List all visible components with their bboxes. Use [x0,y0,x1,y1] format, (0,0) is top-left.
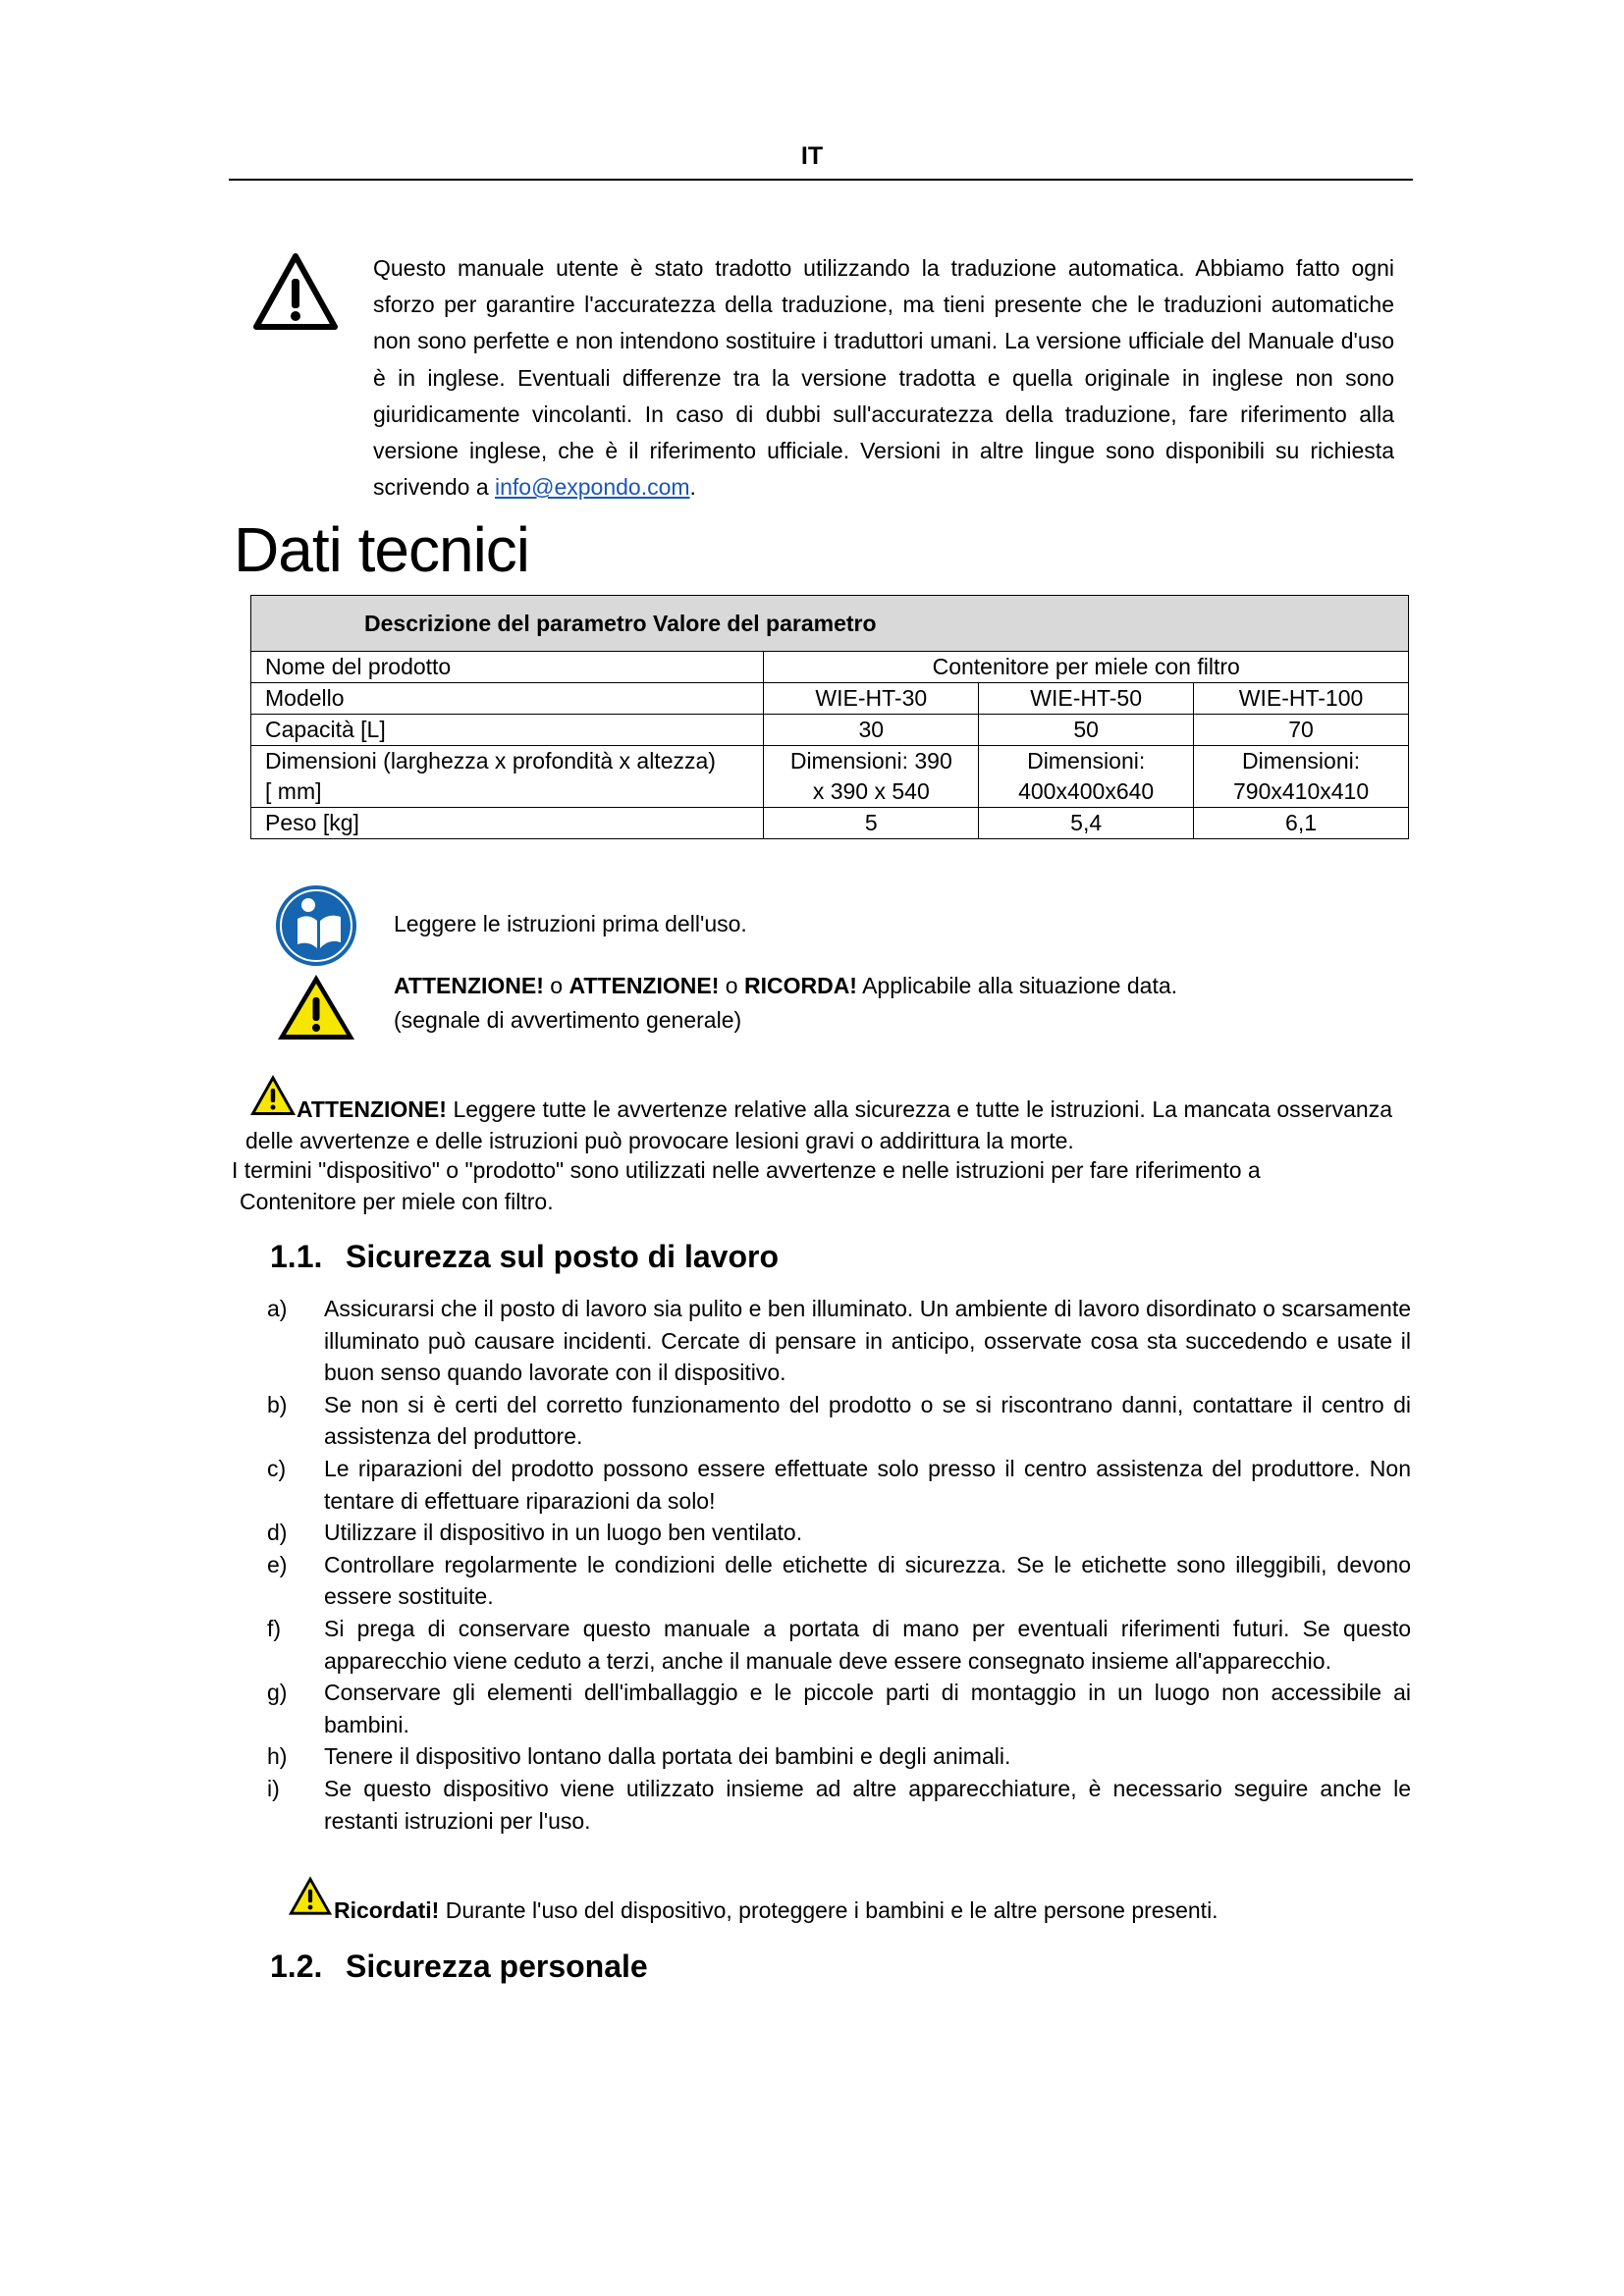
capacity-30: 30 [764,715,979,746]
row-label: Nome del prodotto [251,652,764,683]
row-label: Modello [251,683,764,715]
model-50: WIE-HT-50 [979,683,1194,715]
weight-30: 5 [764,808,979,839]
translation-disclaimer [373,250,1394,506]
table-header: Descrizione del parametro Valore del parametro [251,596,1409,652]
capacity-100: 70 [1194,715,1409,746]
list-item [267,1549,1411,1613]
weight-100: 6,1 [1194,808,1409,839]
row-label: Capacità [L] [251,715,764,746]
model-30: WIE-HT-30 [764,683,979,715]
list-item [267,1389,1411,1453]
header-divider [229,179,1413,181]
disclaimer-end: . [689,474,696,501]
row-label: Dimensioni (larghezza x profondità x altezza) [ mm] [251,746,764,808]
table-header-row [251,596,1409,652]
list-item-text: Se questo dispositivo viene utilizzato insieme ad altre apparecchiature, è necessario seguire anche le restanti istruzioni per l'uso. [324,1775,1411,1834]
section-heading: 1.2. Sicurezza personale [270,1949,648,1984]
table-row [251,746,1409,808]
terms-text-end: Contenitore per miele con filtro. [240,1189,554,1214]
read-instructions-text: Leggere le istruzioni prima dell'uso. [394,911,747,936]
terms-text: I termini "dispositivo" o "prodotto" sono utilizzati nelle avvertenze e nelle istruzioni per fare riferimento a [232,1157,1261,1183]
product-name-value: Contenitore per miele con filtro [764,652,1409,683]
list-item-letter: c) [267,1455,287,1481]
dimensions-50: Dimensioni: 400x400x640 [979,746,1194,808]
safety-list [267,1293,1411,1837]
warning-triangle-icon [252,251,339,332]
list-item-letter: d) [267,1520,288,1546]
attention-paragraph: ATTENZIONE! Leggere tutte le avvertenze relative alla sicurezza e tutte le istruzioni. La mancata osservanza delle avvertenze e delle istruzioni può provocare lesioni gravi o addirittura la morte. [245,1096,1392,1153]
row-label: Peso [kg] [251,808,764,839]
warning-triangle-icon [275,972,357,1042]
list-item-text: Utilizzare il dispositivo in un luogo ben ventilato. [324,1520,803,1546]
list-item-text: Se non si è certi del corretto funzionamento del prodotto o se si riscontrano danni, contattare il centro di assistenza del produttore. [324,1391,1411,1450]
table-row [251,652,1409,683]
list-item [267,1453,1411,1517]
list-item-letter: b) [267,1391,288,1417]
list-item-letter: e) [267,1551,288,1577]
language-header: IT [800,142,824,170]
warning-symbol-description: ATTENZIONE! o ATTENZIONE! o RICORDA! Applicabile alla situazione data. [394,973,1178,998]
table-row [251,683,1409,715]
list-item-text: Tenere il dispositivo lontano dalla portata dei bambini e degli animali. [324,1743,1011,1770]
read-manual-icon [274,883,358,968]
list-item-text: Controllare regolarmente le condizioni delle etichette di sicurezza. Se le etichette sono illeggibili, devono essere sostituite. [324,1551,1411,1610]
list-item-text: Si prega di conservare questo manuale a portata di mano per eventuali riferimenti futuri. Se questo apparecchio viene ceduto a terzi, anche il manuale deve essere consegnato insieme all'apparecchio. [324,1615,1411,1674]
dimensions-30: Dimensioni: 390 x 390 x 540 [764,746,979,808]
list-item [267,1517,1411,1549]
remember-note: Ricordati! Durante l'uso del dispositivo, proteggere i bambini e le altre persone presenti. [334,1897,1218,1923]
list-item-letter: f) [267,1615,282,1641]
list-item [267,1293,1411,1389]
list-item-letter: i) [267,1775,280,1801]
weight-50: 5,4 [979,808,1194,839]
model-100: WIE-HT-100 [1194,683,1409,715]
warning-triangle-icon [287,1874,334,1917]
list-item-text: Le riparazioni del prodotto possono essere effettuate solo presso il centro assistenza del produttore. Non tentare di effettuare riparazioni da solo! [324,1455,1411,1514]
dimensions-100: Dimensioni: 790x410x410 [1194,746,1409,808]
list-item-letter: h) [267,1743,288,1770]
table-row [251,808,1409,839]
list-item-text: Assicurarsi che il posto di lavoro sia pulito e ben illuminato. Un ambiente di lavoro disordinato o scarsamente illuminato può causare incidenti. Cercate di pensare in anticipo, osservate cosa sta succedendo e usate il buon senso quando lavorate con il dispositivo. [324,1296,1411,1386]
table-row [251,715,1409,746]
list-item-text: Conservare gli elementi dell'imballaggio e le piccole parti di montaggio in un luogo non accessibile ai bambini. [324,1680,1411,1737]
list-item [267,1773,1411,1837]
technical-data-table [250,595,1409,839]
email-link[interactable]: info@expondo.com [495,474,690,501]
list-item [267,1613,1411,1677]
warning-symbol-note: (segnale di avvertimento generale) [394,1007,742,1033]
list-item-letter: a) [267,1296,288,1321]
list-item-letter: g) [267,1680,288,1706]
list-item [267,1740,1411,1773]
section-heading: 1.1. Sicurezza sul posto di lavoro [270,1239,779,1274]
disclaimer-text: Questo manuale utente è stato tradotto utilizzando la traduzione automatica. Abbiamo fatto ogni sforzo per garantire l'accuratezza della traduzione, ma tieni presente che le traduzioni automatiche non sono perfette e non intendono sostituire i traduttori umani. La versione ufficiale del Manuale d'uso è in inglese. Eventuali differenze tra la versione tradotta e quella originale in inglese non sono giuridicamente vincolanti. In caso di dubbi sull'accuratezza della traduzione, fare riferimento alla versione inglese, che è il riferimento ufficiale. Versioni in altre lingue sono disponibili su richiesta scrivendo a [373,255,1394,501]
capacity-50: 50 [979,715,1194,746]
list-item [267,1677,1411,1740]
section-title: Dati tecnici [234,514,529,585]
